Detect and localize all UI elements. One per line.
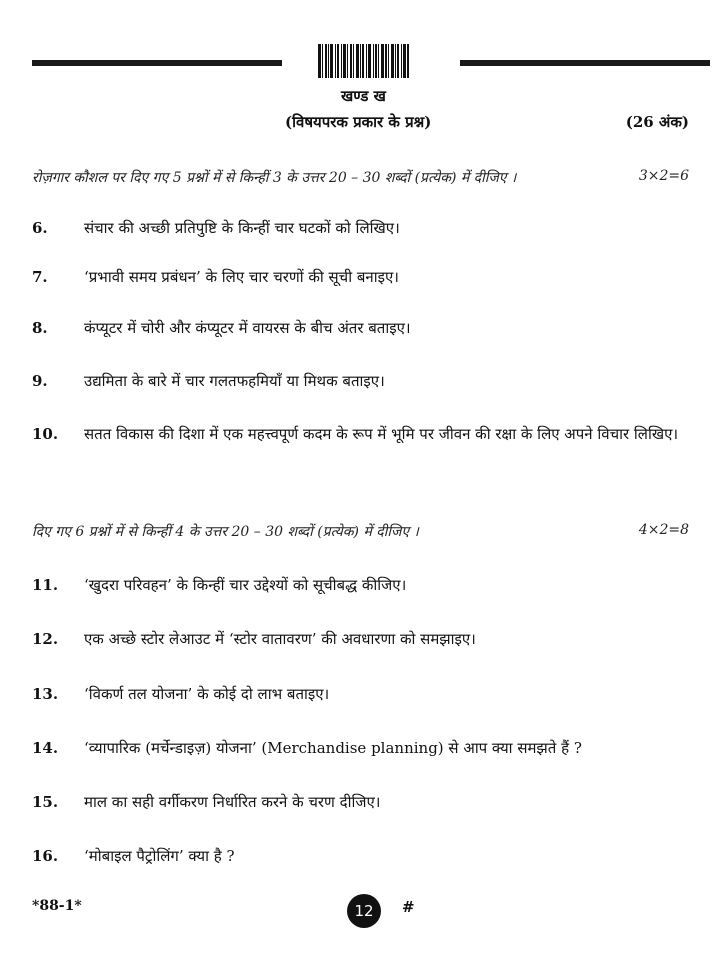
question-text: एक अच्छे स्टोर लेआउट में ‘स्टोर वातावरण’ की अवधारणा को समझाइए। xyxy=(84,630,476,648)
question-number: 14. xyxy=(32,739,59,757)
group2-marks: 4×2=8 xyxy=(638,522,689,538)
group1-instruction: रोज़गार कौशल पर दिए गए 5 प्रश्नों में से किन्हीं 3 के उत्तर 20 – 30 शब्दों (प्रत्येक) में दीजिए । xyxy=(32,170,517,186)
barcode xyxy=(318,44,438,78)
question-number: 7. xyxy=(32,268,48,286)
question-text: माल का सही वर्गीकरण निर्धारित करने के चरण दीजिए। xyxy=(84,793,381,811)
section-marks: (26 अंक) xyxy=(625,113,689,131)
question-number: 12. xyxy=(32,630,59,648)
hash-mark: # xyxy=(402,898,415,916)
section-title: खण्ड ख xyxy=(341,87,386,105)
question-number: 10. xyxy=(32,425,59,443)
question-text: ‘मोबाइल पैट्रोलिंग’ क्या है ? xyxy=(84,847,235,865)
question-text: ‘खुदरा परिवहन’ के किन्हीं चार उद्देश्यों को सूचीबद्ध कीजिए। xyxy=(84,576,407,594)
question-text: संचार की अच्छी प्रतिपुष्टि के किन्हीं चार घटकों को लिखिए। xyxy=(84,219,400,237)
group2-instruction: दिए गए 6 प्रश्नों में से किन्हीं 4 के उत्तर 20 – 30 शब्दों (प्रत्येक) में दीजिए । xyxy=(32,524,419,540)
group1-marks: 3×2=6 xyxy=(638,168,689,184)
question-number: 8. xyxy=(32,319,48,337)
question-text: उद्यमिता के बारे में चार गलतफहमियाँ या मिथक बताइए। xyxy=(84,372,385,390)
question-text: कंप्यूटर में चोरी और कंप्यूटर में वायरस के बीच अंतर बताइए। xyxy=(84,319,411,337)
question-text: ‘विकर्ण तल योजना’ के कोई दो लाभ बताइए। xyxy=(84,685,330,703)
page-number-badge: 12 xyxy=(347,894,381,928)
question-number: 11. xyxy=(32,576,59,594)
paper-code: *88-1* xyxy=(32,898,82,914)
question-number: 6. xyxy=(32,219,48,237)
question-number: 15. xyxy=(32,793,59,811)
question-number: 9. xyxy=(32,372,48,390)
question-number: 16. xyxy=(32,847,59,865)
question-number: 13. xyxy=(32,685,59,703)
top-rule-right xyxy=(460,60,710,66)
question-text: ‘व्यापारिक (मर्चेन्डाइज़) योजना’ (Merchandise planning) से आप क्या समझते हैं ? xyxy=(84,739,582,757)
top-rule-left xyxy=(32,60,282,66)
question-text: सतत विकास की दिशा में एक महत्त्वपूर्ण कदम के रूप में भूमि पर जीवन की रक्षा के लिए अपने विचार लिखिए। xyxy=(84,425,679,443)
section-subtitle: (विषयपरक प्रकार के प्रश्न) xyxy=(285,113,432,131)
question-text: ‘प्रभावी समय प्रबंधन’ के लिए चार चरणों की सूची बनाइए। xyxy=(84,268,399,286)
